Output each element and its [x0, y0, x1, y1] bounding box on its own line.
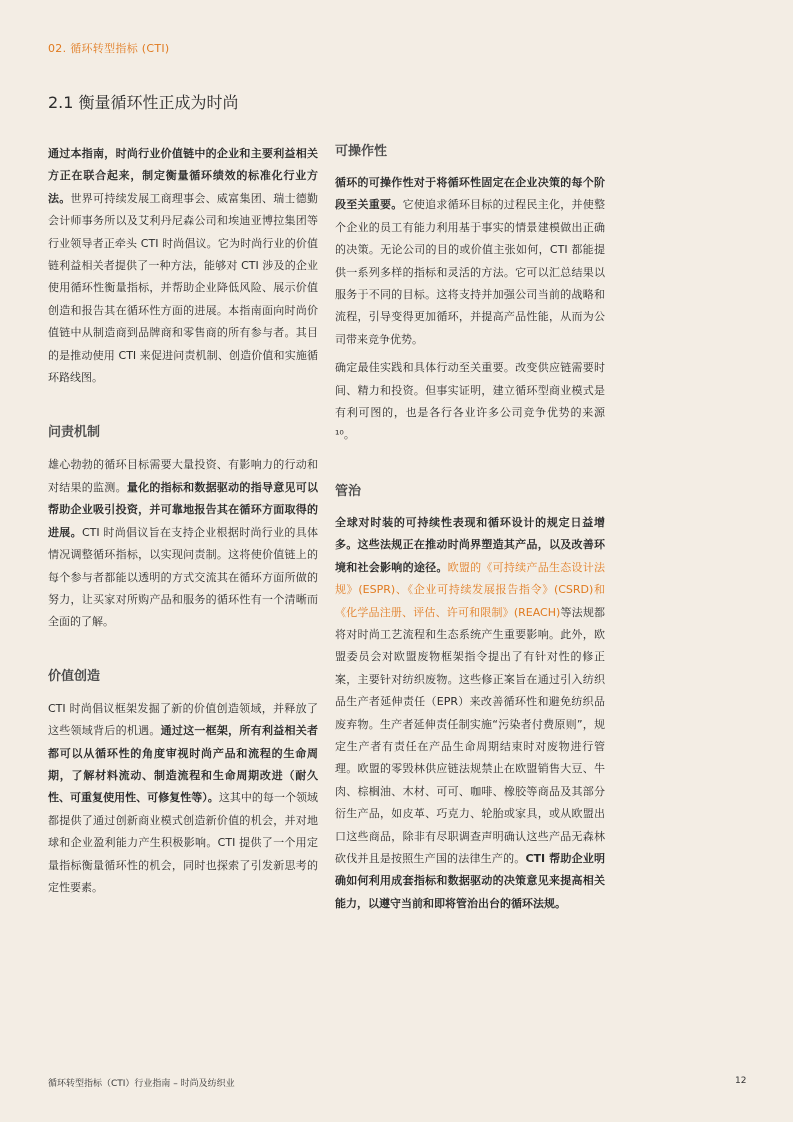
accountability-text: 雄心勃勃的循环目标需要大量投资、有影响力的行动和对结果的监测。	[48, 458, 318, 494]
operability-paragraph-2: 确定最佳实践和具体行动至关重要。改变供应链需要时间、精力和投资。但事实证明，建立循环型商业模式是有利可图的，也是各行各业许多公司竞争优势的来源¹⁰。	[335, 361, 605, 442]
section-tag: 02. 循环转型指标 (CTI)	[48, 42, 170, 55]
operability-heading: 可操作性	[335, 144, 388, 159]
intro-paragraph	[48, 143, 318, 389]
accountability-bold: 量化的指标和数据驱动的指导意见可以帮助企业吸引投资，并可靠地报告其在循环方面取得的进展。	[48, 480, 319, 539]
right-column	[335, 143, 605, 915]
value-bold: 通过这一框架，所有利益相关者都可以从循环性的角度审视时尚产品和流程的生命周期，了解材料流动、制造流程和生命周期改进（耐久性、可重复使用性、可修复性等）。	[48, 724, 318, 805]
page-number: 12	[735, 1076, 747, 1086]
governance-heading: 管治	[335, 483, 362, 499]
page-title: 2.1 衡量循环性正成为时尚	[48, 93, 239, 112]
value-heading: 价值创造	[48, 668, 101, 684]
intro-text: 世界可持续发展工商理事会、威富集团、瑞士德勤会计师事务所以及艾利丹尼森公司和埃迪亚博拉集团等行业领导者正牵头 CTI 时尚倡议。它为时尚行业的价值链利益相关者提供了一种方法，能够对 CTI 涉及的企业使用循环性衡量指标，并帮助企业降低风险、展示价值创造和报告其在循环性方面的进展。本指南面向时尚价值链中从制造商到品牌商和零售商的所有参与者。其目的是推动使用 CTI 来促进问责机制、创造价值和实施循环路线图。	[48, 191, 319, 385]
value-text: CTI 时尚倡议框架发掘了新的价值创造领域，并释放了这些领域背后的机遇。	[48, 701, 318, 738]
accountability-heading: 问责机制	[48, 425, 101, 441]
operability-paragraph	[335, 172, 605, 351]
governance-bold-end: CTI 帮助企业明确如何利用成套指标和数据驱动的决策意见来提高相关能力，以遵守当前和即将管治出台的循环法规。	[335, 851, 606, 910]
value-paragraph	[48, 698, 318, 900]
footer-title: 循环转型指标（CTI）行业指南 – 时尚及纺织业	[48, 1079, 235, 1089]
left-column	[48, 143, 318, 899]
operability-text: 它使追求循环目标的过程民主化，并使整个企业的员工有能力利用基于事实的情景建模做出正确的决策。无论公司的目的或价值主张如何，CTI 都能提供一系列多样的指标和灵活的方法。它可以汇总结果以服务于不同的目标。这将支持并加强公司当前的战略和流程，引导变得更加循环，并提高产品性能，从而为公司带来竞争优势。	[335, 198, 606, 346]
accountability-paragraph	[48, 454, 318, 633]
regulations-highlight: 欧盟的《可持续产品生态设计法规》(ESPR)、《企业可持续发展报告指令》(CSRD)和《化学品注册、评估、许可和限制》(REACH)	[335, 560, 605, 619]
governance-paragraph	[335, 512, 605, 915]
governance-bold: 全球对时装的可持续性表现和循环设计的规定日益增多。这些法规正在推动时尚界塑造其产品，以及改善环境和社会影响的途径。	[335, 515, 605, 574]
accountability-text-rest: CTI 时尚倡议旨在支持企业根据时尚行业的具体情况调整循环指标，以实现问责制。这将使价值链上的每个参与者都能以透明的方式交流其在循环方面所做的努力，让买家对所购产品和服务的循环性有一个清晰而全面的了解。	[48, 525, 319, 629]
value-text-rest: 这其中的每一个领域都提供了通过创新商业模式创造新价值的机会，并对地球和企业盈利能力产生积极影响。CTI 提供了一个用定量指标衡量循环性的机会，同时也探索了引发新思考的定性要素。	[48, 791, 319, 894]
operability-bold: 循环的可操作性对于将循环性固定在企业决策的每个阶段至关重要。	[335, 176, 605, 212]
intro-bold: 通过本指南，时尚行业价值链中的企业和主要利益相关方正在联合起来，制定衡量循环绩效的标准化行业方法。	[48, 147, 318, 205]
governance-text: 等法规都将对时尚工艺流程和生态系统产生重要影响。此外，欧盟委员会对欧盟废物框架指令提出了有针对性的修正案，主要针对纺织废物。这些修正案旨在通过引入纺织品生产者延伸责任（EPR）来改善循环性和避免纺织品废弃物。生产者延伸责任制实施“污染者付费原则”，规定生产者有责任在产品生命周期结束时对废物进行管理。欧盟的零毁林供应链法规禁止在欧盟销售大豆、牛肉、棕榈油、木材、可可、咖啡、橡胶等商品及其部分衍生产品，如皮革、巧克力、轮胎或家具，或从欧盟出口这些商品，除非有尽职调查声明确认这些产品无森林砍伐并且是按照生产国的法律生产的。	[335, 605, 606, 865]
